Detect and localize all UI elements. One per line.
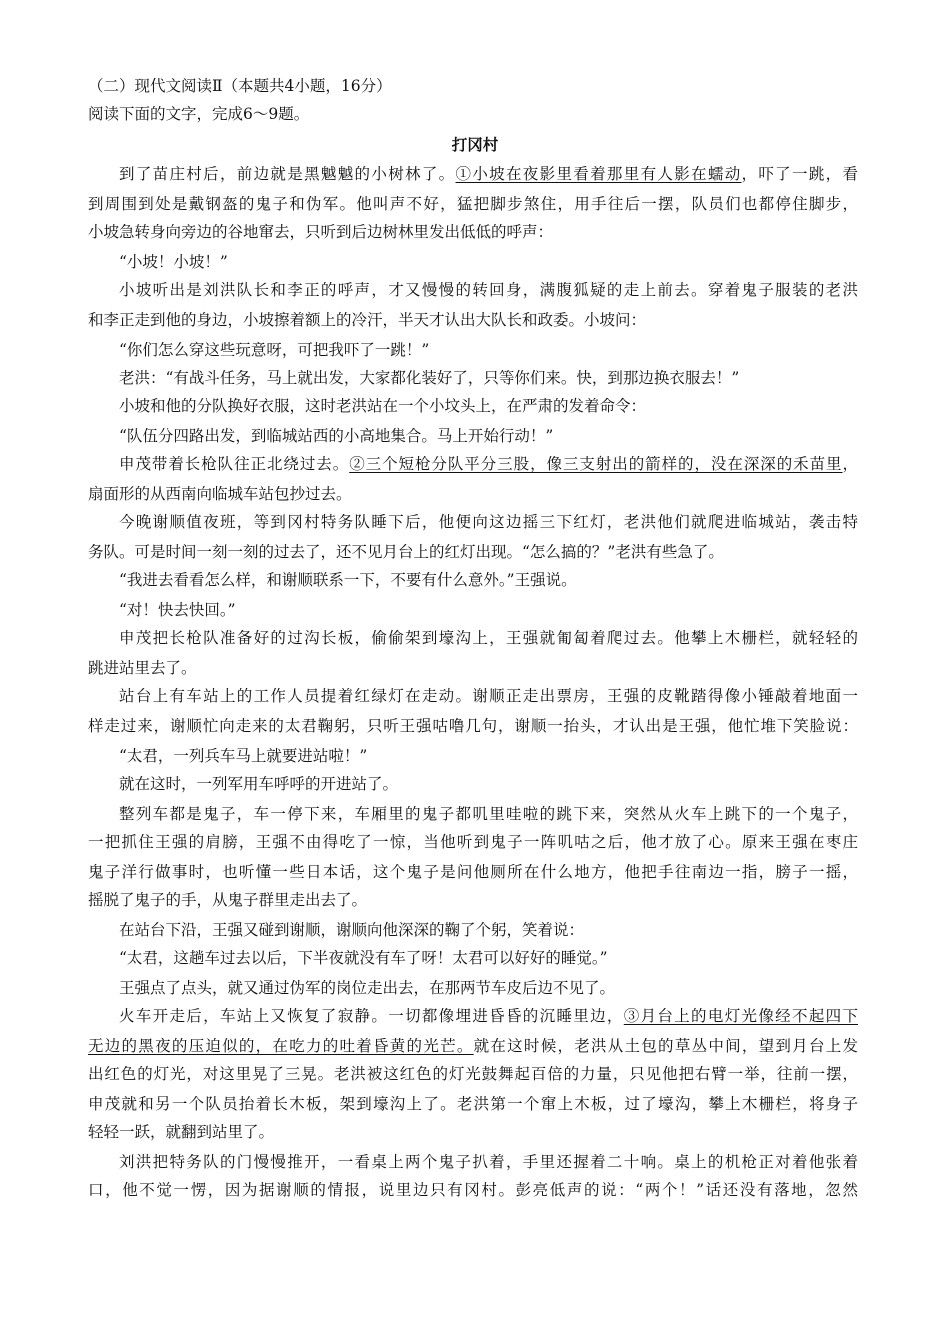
text-segment: 小坡听出是刘洪队长和李正的呼声，才又慢慢的转回身，满腹狐疑的走上前去。穿着鬼子服装的老洪 [119, 281, 858, 299]
text-segment: 申茂就和另一个队员抬着长木板，架到壕沟上了。老洪第一个窜上木板，过了壕沟，攀上木栅栏，将身子 [88, 1095, 858, 1113]
text-segment: 小坡急转身向旁边的谷地窜去，只听到后边树林里发出低低的呼声： [88, 223, 554, 241]
text-segment: 今晚谢顺值夜班，等到冈村特务队睡下后，他便向这边摇三下红灯，老洪他们就爬进临城站，袭击特 [119, 513, 858, 531]
text-line [119, 252, 858, 272]
text-line [119, 1152, 858, 1172]
text-line [88, 1064, 858, 1084]
text-segment: 跳进站里去了。 [88, 659, 197, 677]
text-line [119, 1006, 858, 1026]
text-line [119, 164, 858, 184]
text-segment: 就在这时候，老洪从土包的草丛中间，望到月台上发 [473, 1037, 858, 1055]
underlined-sentence: ③月台上的电灯光像经不起四下 [623, 1007, 858, 1025]
text-line [119, 686, 858, 706]
text-segment: “太君，一列兵车马上就要进站啦！” [119, 747, 368, 765]
text-line [119, 368, 858, 388]
text-line [119, 746, 858, 766]
text-segment: 申茂带着长枪队往正北绕过去。 [119, 455, 350, 473]
underlined-sentence: 无边的黑夜的压迫似的，在吃力的吐着昏黄的光芒。 [88, 1037, 474, 1055]
text-segment: 摇脱了鬼子的手，从鬼子群里走出去了。 [88, 891, 368, 909]
text-segment: 在站台下沿，王强又碰到谢顺，谢顺向他深深的鞠了个躬，笑着说： [119, 921, 585, 939]
text-segment: “小坡！小坡！” [119, 253, 228, 271]
text-segment: 出红色的灯光，对这里晃了三晃。老洪被这红色的灯光鼓舞起百倍的力量，只见他把右臂一举，往前一摆， [88, 1065, 858, 1083]
text-segment: 小坡和他的分队换好衣服，这时老洪站在一个小坟头上，在严肃的发着命令： [119, 397, 647, 415]
text-segment: “我进去看看怎么样，和谢顺联系一下，不要有什么意外。”王强说。 [119, 571, 577, 589]
text-segment: 和李正走到他的身边，小坡擦着额上的冷汗，半天才认出大队长和政委。小坡问： [88, 311, 647, 329]
text-line [88, 716, 858, 736]
text-segment: ， [842, 455, 858, 473]
text-segment: “太君，这趟车过去以后，下半夜就没有车了呀！太君可以好好的睡觉。” [119, 949, 608, 967]
text-segment: ，吓了一跳，看 [741, 165, 858, 183]
text-segment: 火车开走后，车站上又恢复了寂静。一切都像埋进昏昏的沉睡里边， [119, 1007, 624, 1025]
text-segment: 整列车都是鬼子，车一停下来，车厢里的鬼子都叽里哇啦的跳下来，突然从火车上跳下的一个鬼子， [119, 805, 858, 823]
reading-instruction: 阅读下面的文字，完成6～9题。 [88, 105, 310, 123]
text-segment: 到周围到处是戴钢盔的鬼子和伪军。他叫声不好，猛把脚步煞住，用手往后一摆，队员们也都停住脚步， [88, 195, 858, 213]
text-line [88, 310, 858, 330]
text-segment: 一把抓住王强的肩膀，王强不由得吃了一惊，当他听到鬼子一阵叽咕之后，他才放了心。原来王强在枣庄 [88, 833, 858, 851]
text-line [88, 658, 858, 678]
section-heading: （二）现代文阅读Ⅱ（本题共4小题，16分） [88, 77, 392, 95]
text-line [119, 396, 858, 416]
text-line [88, 222, 858, 242]
text-line [119, 426, 858, 446]
text-segment: 王强点了点头，就又通过伪军的岗位走出去，在那两节车皮后边不见了。 [119, 979, 616, 997]
text-line [88, 832, 858, 852]
text-line [88, 484, 858, 504]
text-segment: 口，他不觉一愣，因为据谢顺的情报，说里边只有冈村。彭亮低声的说：“两个！”话还没有落地，忽然 [88, 1181, 858, 1199]
underlined-sentence: ①小坡在夜影里看着那里有人影在蠕动 [455, 165, 742, 183]
text-line [119, 774, 858, 794]
text-line [88, 1180, 858, 1200]
text-line [119, 600, 858, 620]
text-line [119, 628, 858, 648]
text-line [119, 570, 858, 590]
text-segment: “队伍分四路出发，到临城站西的小高地集合。马上开始行动！” [119, 427, 554, 445]
text-line [119, 978, 858, 998]
text-segment: 刘洪把特务队的门慢慢推开，一看桌上两个鬼子扒着，手里还握着二十响。桌上的机枪正对着他张着 [119, 1153, 858, 1171]
underlined-sentence: ②三个短枪分队平分三股，像三支射出的箭样的，没在深深的禾苗里 [349, 455, 843, 473]
text-line [119, 454, 858, 474]
text-line [119, 512, 858, 532]
text-line [119, 920, 858, 940]
text-line [88, 890, 858, 910]
text-line [88, 1036, 858, 1056]
text-line [88, 1122, 858, 1142]
text-segment: “对！快去快回。” [119, 601, 236, 619]
text-segment: 样走过来，谢顺忙向走来的太君鞠躬，只听王强咕噜几句，谢顺一抬头，才认出是王强，他忙堆下笑脸说： [88, 717, 858, 735]
text-segment: 扇面形的从西南向临城车站包抄过去。 [88, 485, 352, 503]
text-segment: 申茂把长枪队准备好的过沟长板，偷偷架到壕沟上，王强就匍匐着爬过去。他攀上木栅栏，就轻轻的 [119, 629, 858, 647]
text-line [88, 1094, 858, 1114]
text-segment: 务队。可是时间一刻一刻的过去了，还不见月台上的红灯出现。“怎么搞的？”老洪有些急了。 [88, 543, 724, 561]
text-segment: 就在这时，一列军用车呼呼的开进站了。 [119, 775, 399, 793]
text-line [119, 804, 858, 824]
text-segment: 轻轻一跃，就翻到站里了。 [88, 1123, 275, 1141]
text-segment: 到了苗庄村后，前边就是黑魆魆的小树林了。 [119, 165, 456, 183]
text-line [119, 340, 858, 360]
text-segment: 老洪：“有战斗任务，马上就出发，大家都化装好了，只等你们来。快，到那边换衣服去！” [119, 369, 740, 387]
text-segment: 站台上有车站上的工作人员提着红绿灯在走动。谢顺正走出票房，王强的皮靴踏得像小锤敲着地面一 [119, 687, 858, 705]
text-segment: “你们怎么穿这些玩意呀，可把我吓了一跳！” [119, 341, 430, 359]
text-line [119, 280, 858, 300]
text-line [88, 542, 858, 562]
text-line [88, 194, 858, 214]
text-segment: 鬼子洋行做事时，也听懂一些日本话，这个鬼子是问他厕所在什么地方，他把手往南边一指，膀子一摇， [88, 863, 858, 881]
text-line [88, 862, 858, 882]
article-title: 打冈村 [451, 135, 499, 154]
text-line [119, 948, 858, 968]
